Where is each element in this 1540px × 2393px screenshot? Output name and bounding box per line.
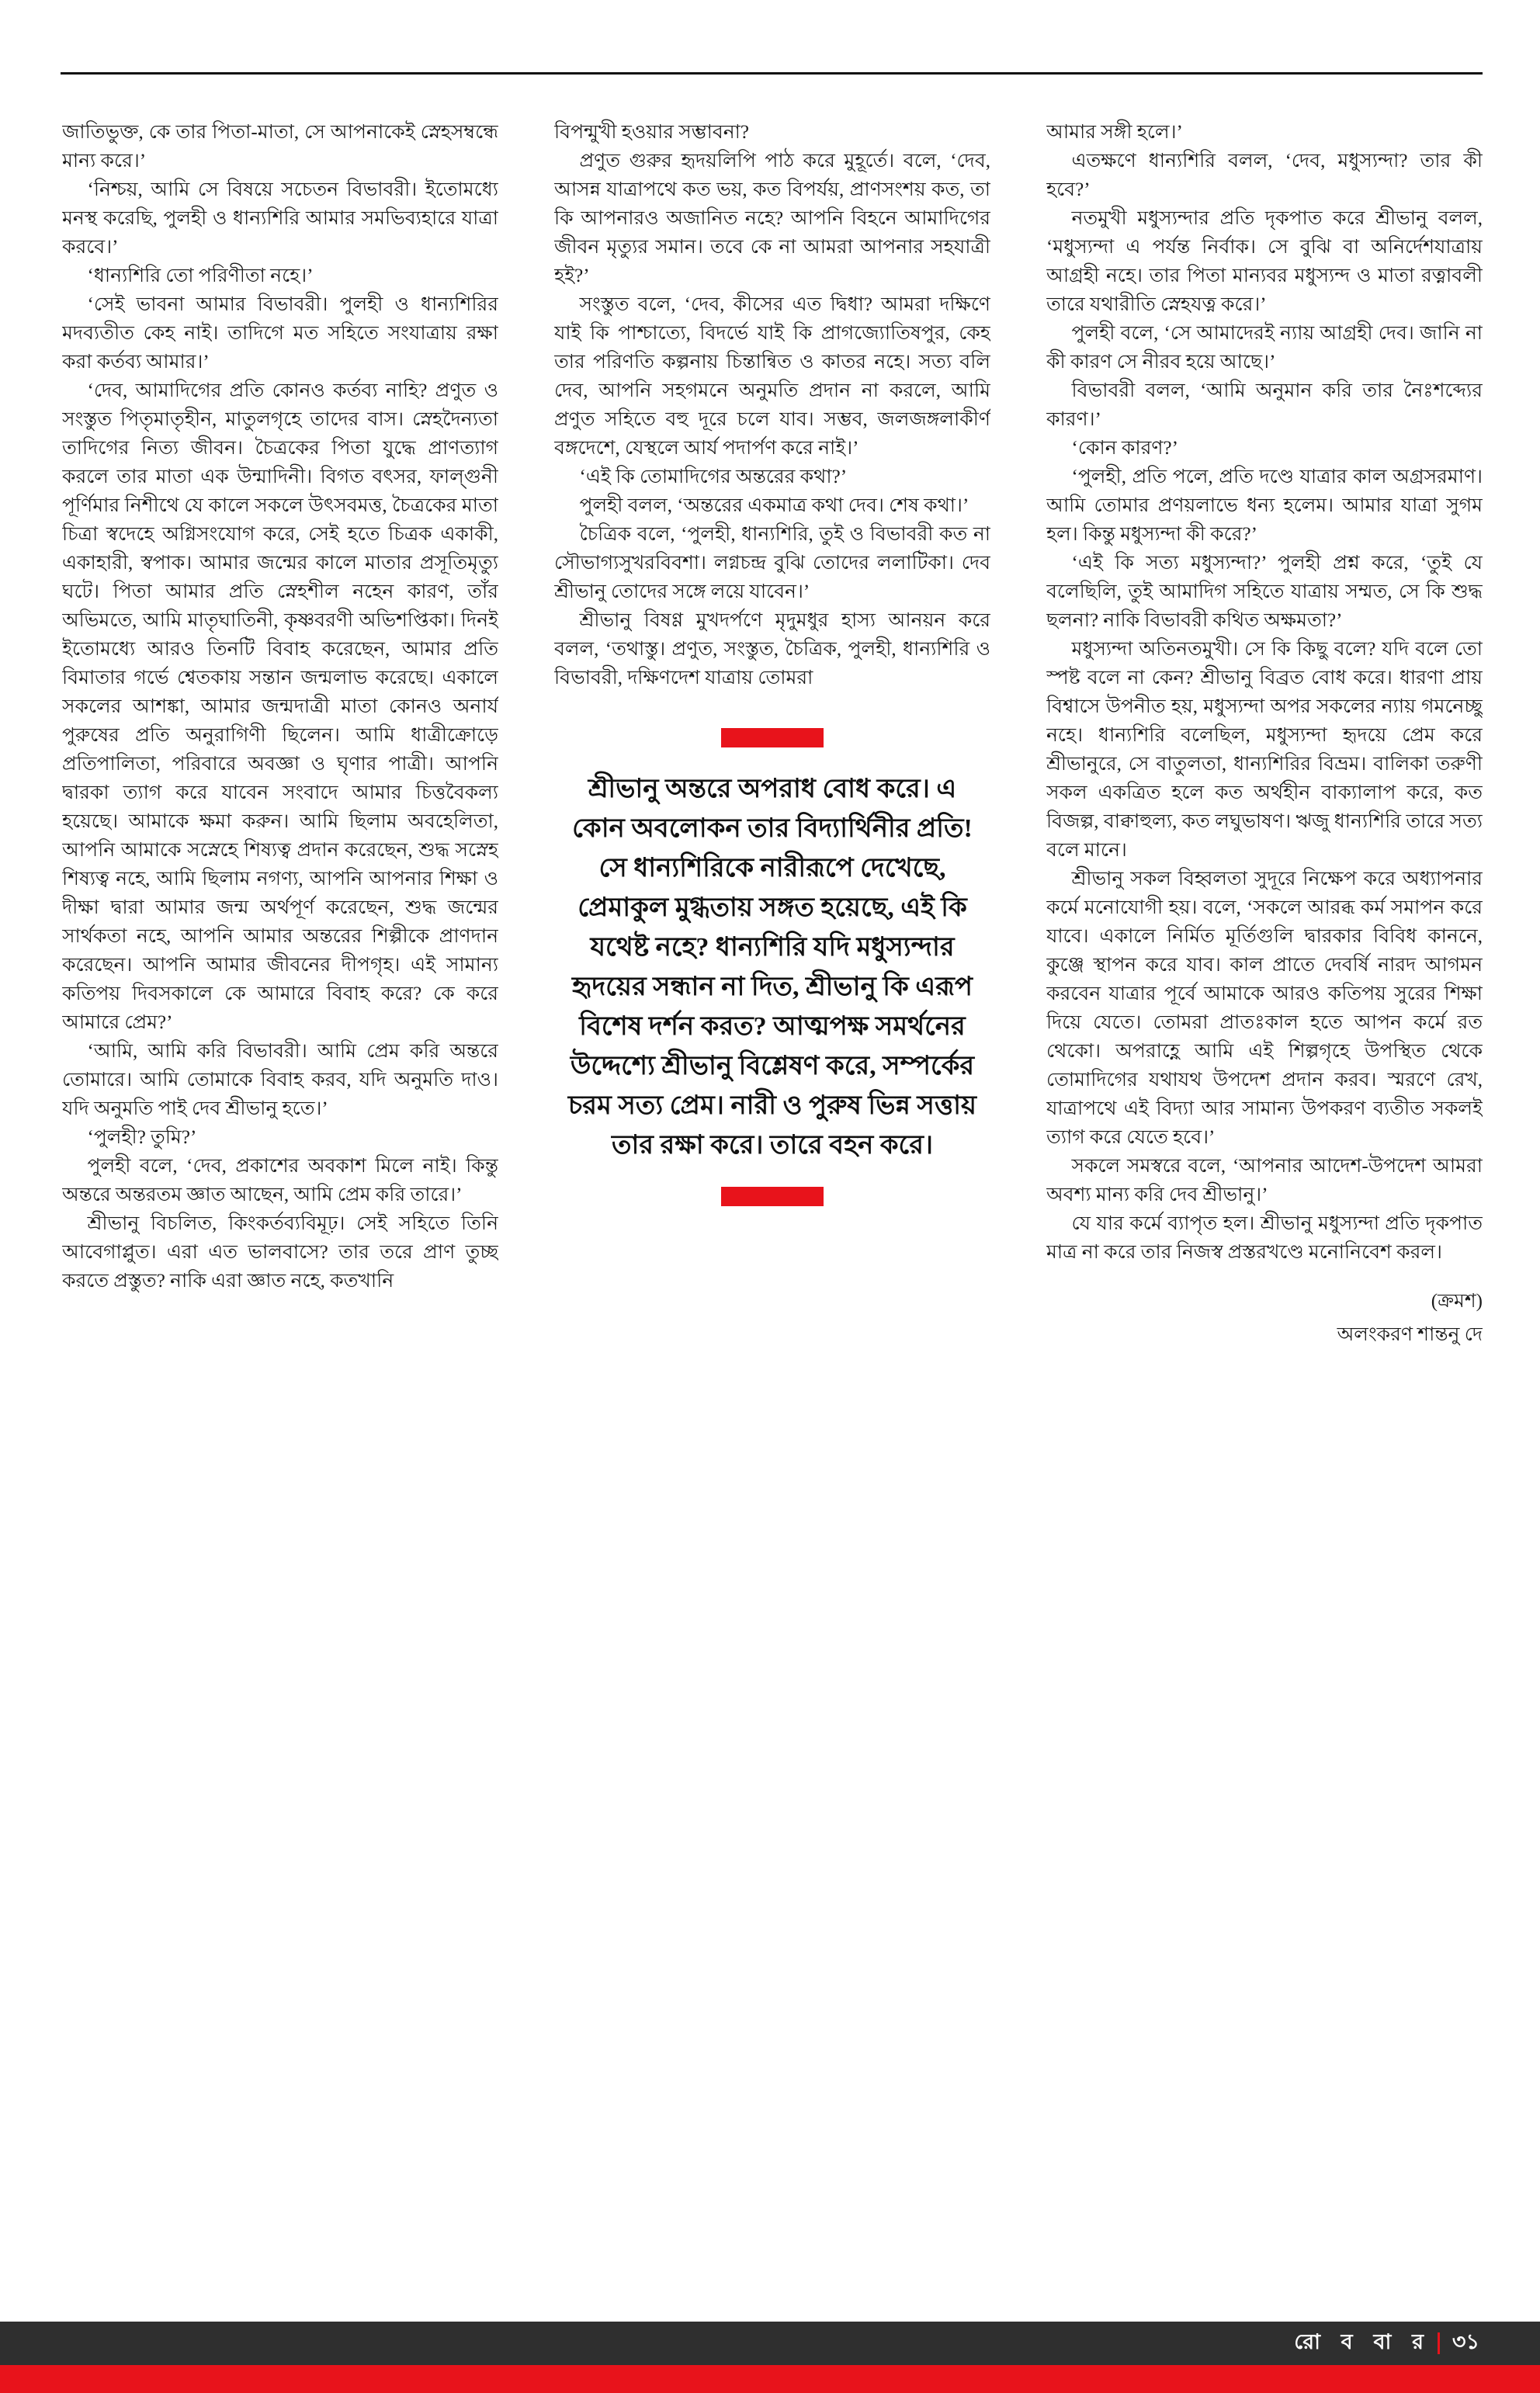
paragraph: সংস্তুত বলে, ‘দেব, কীসের এত দ্বিধা? আমরা দক্ষিণে যাই কি পাশ্চাত্যে, বিদর্ভে যাই কি প্রাগজ্যোতিষপুর, কেহ তার পরিণতি কল্পনায় চিন্তান্বিত ও কাতর নহে। সত্য বলি দেব, আপনি সহগমনে অনুমতি প্রদান না করলে, আমি প্রণুত সহিতে বহু দূরে চলে যাব। সম্ভব, জলজঙ্গলাকীর্ণ বঙ্গদেশে, যেস্থলে আর্য পদার্পণ করে নাই।’ (554, 294, 990, 459)
footer-bar (0, 2322, 1540, 2365)
pull-quote-top-bar (721, 728, 824, 747)
paragraph: নতমুখী মধুস্যন্দার প্রতি দৃকপাত করে শ্রীভানু বলল, ‘মধুস্যন্দা এ পর্যন্ত নির্বাক। সে বুঝি বা অনির্দেশযাত্রায় আগ্রহী নহে। তার পিতা মান্যবর মধুস্যন্দ ও মাতা রত্নাবলী তারে যথারীতি স্নেহযত্ন করে।’ (1046, 208, 1483, 315)
article-body (62, 118, 1483, 2311)
paragraph: আমার সঙ্গী হলে।’ (1046, 122, 1183, 143)
paragraph: পুলহী বলে, ‘সে আমাদেরই ন্যায় আগ্রহী দেব। জানি না কী কারণ সে নীরব হয়ে আছে।’ (1046, 323, 1483, 373)
magazine-masthead: রো ব বা র (1294, 2329, 1431, 2353)
column-middle (554, 118, 990, 2311)
paragraph: ‘আমি, আমি করি বিভাবরী। আমি প্রেম করি অন্তরে তোমারে। আমি তোমাকে বিবাহ করব, যদি অনুমতি দাও। যদি অনুমতি পাই দেব শ্রীভানু হতে।’ (62, 1041, 498, 1119)
pull-quote (554, 728, 990, 1206)
paragraph: ‘এই কি সত্য মধুস্যন্দা?’ পুলহী প্রশ্ন করে, ‘তুই যে বলেছিলি, তুই আমাদিগ সহিতে যাত্রায় সম্মত, সে কি শুদ্ধ ছলনা? নাকি বিভাবরী কথিত অক্ষমতা?’ (1046, 553, 1483, 631)
paragraph: ‘নিশ্চয়, আমি সে বিষয়ে সচেতন বিভাবরী। ইতোমধ্যে মনস্থ করেছি, পুলহী ও ধান্যশিরি আমার সমভিব্যহারে যাত্রা করবে।’ (62, 179, 498, 258)
paragraph: যে যার কর্মে ব্যাপৃত হল। শ্রীভানু মধুস্যন্দা প্রতি দৃকপাত মাত্র না করে তার নিজস্ব প্রস্তরখণ্ডে মনোনিবেশ করল। (1046, 1213, 1483, 1263)
paragraph: মধুস্যন্দা অতিনতমুখী। সে কি কিছু বলে? যদি বলে তো স্পষ্ট বলে না কেন? শ্রীভানু বিব্রত বোধ করে। ধারণা প্রায় বিশ্বাসে উপনীত হয়, মধুস্যন্দা অপর সকলের ন্যায় গমনেচ্ছু নহে। ধান্যশিরি বলেছিল, মধুস্যন্দা হৃদয়ে প্রেম করে শ্রীভানুরে, সে বাতুলতা, ধান্যশিরির বিভ্রম। বালিকা তরুণী সকল একত্রিত হলে কত অর্থহীন বাক্যালাপ করে, কত বিজল্প, বাক্বাহুল্য, কত লঘুভাষণ। ঋজু ধান্যশিরি তারে সত্য বলে মানে। (1046, 639, 1483, 861)
footer-red-strip (0, 2365, 1540, 2393)
column-left-text (62, 118, 498, 1295)
pull-quote-text: শ্রীভানু অন্তরে অপরাধ বোধ করে। এ কোন অবলোকন তার বিদ্যার্থিনীর প্রতি! সে ধান্যশিরিকে নারীরূপে দেখেছে, প্রেমাকুল মুগ্ধতায় সঙ্গত হয়েছে, এই কি যথেষ্ট নহে? ধান্যশিরি যদি মধুস্যন্দার হৃদয়ের সন্ধান না দিত, শ্রীভানু কি এরূপ বিশেষ দর্শন করত? আত্মপক্ষ সমর্থনের উদ্দেশ্যে শ্রীভানু বিশ্লেষণ করে, সম্পর্কের চরম সত্য প্রেম। নারী ও পুরুষ ভিন্ন সত্তায় তার রক্ষা করে। তারে বহন করে। (567, 775, 977, 1160)
paragraph: জাতিভুক্ত, কে তার পিতা-মাতা, সে আপনাকেই স্নেহসম্বন্ধে মান্য করে।’ (62, 122, 498, 172)
paragraph: বিভাবরী বলল, ‘আমি অনুমান করি তার নৈঃশব্দ্যের কারণ।’ (1046, 380, 1483, 430)
footer-divider (1438, 2332, 1440, 2354)
paragraph: ‘কোন কারণ?’ (1071, 438, 1178, 459)
column-left (62, 118, 498, 2311)
serial-continuation-label: (ক্রমশ) (1431, 1291, 1483, 1312)
page-footer (0, 2322, 1540, 2393)
paragraph: এতক্ষণে ধান্যশিরি বলল, ‘দেব, মধুস্যন্দা? তার কী হবে?’ (1046, 151, 1483, 200)
page-number: ৩১ (1452, 2329, 1479, 2353)
paragraph: ‘পুলহী, প্রতি পলে, প্রতি দণ্ডে যাত্রার কাল অগ্রসরমাণ। আমি তোমার প্রণয়লাভে ধন্য হলেম। আমার যাত্রা সুগম হল। কিন্তু মধুস্যন্দা কী করে?’ (1046, 466, 1483, 545)
paragraph: পুলহী বলল, ‘অন্তরের একমাত্র কথা দেব। শেষ কথা।’ (579, 495, 969, 516)
paragraph: পুলহী বলে, ‘দেব, প্রকাশের অবকাশ মিলে নাই। কিন্তু অন্তরে অন্তরতম জ্ঞাত আছেন, আমি প্রেম করি তারে।’ (62, 1156, 498, 1205)
paragraph: প্রণুত গুরুর হৃদয়লিপি পাঠ করে মুহূর্তে। বলে, ‘দেব, আসন্ন যাত্রাপথে কত ভয়, কত বিপর্যয়, প্রাণসংশয় কত, তা কি আপনারও অজানিত নহে? আপনি বিহনে আমাদিগের জীবন মৃত্যুর সমান। তবে কে না আমরা আপনার সহযাত্রী হই?’ (554, 151, 990, 286)
paragraph: শ্রীভানু সকল বিহ্বলতা সুদূরে নিক্ষেপ করে অধ্যাপনার কর্মে মনোযোগী হয়। বলে, ‘সকলে আরব্ধ কর্ম সমাপন করে যাবে। একালে নির্মিত মূর্তিগুলি দ্বারকার বিবিধ কাননে, কুঞ্জে স্থাপন করে যাব। কাল প্রাতে দেবর্ষি নারদ আগমন করবেন যাত্রার পূর্বে আমাকে আরও কতিপয় সুরের শিক্ষা দিয়ে যেতে। তোমরা প্রাতঃকাল হতে আপন কর্মে রত থেকো। অপরাহ্ণে আমি এই শিল্পগৃহে উপস্থিত থেকে তোমাদিগের যথাযথ উপদেশ প্রদান করব। স্মরণে রেখ, যাত্রাপথে এই বিদ্যা আর সামান্য উপকরণ ব্যতীত সকলই ত্যাগ করে যেতে হবে।’ (1046, 869, 1483, 1148)
paragraph: ‘দেব, আমাদিগের প্রতি কোনও কর্তব্য নাহি? প্রণুত ও সংস্তুত পিতৃমাতৃহীন, মাতুলগৃহে তাদের বাস। স্নেহদৈন্যতা তাদিগের নিত্য জীবন। চৈত্রকের পিতা যুদ্ধে প্রাণত্যাগ করলে তার মাতা এক উন্মাদিনী। বিগত বৎসর, ফাল্গুনী পূর্ণিমার নিশীথে যে কালে সকলে উৎসবমত্ত, চৈত্রকের মাতা চিত্রা স্বদেহে অগ্নিসংযোগ করে, সেই হতে চিত্রক একাকী, একাহারী, স্বপাক। আমার জন্মের কালে মাতার প্রসূতিমৃত্যু ঘটে। পিতা আমার প্রতি স্নেহশীল নহেন কারণ, তাঁর অভিমতে, আমি মাতৃঘাতিনী, কৃষ্ণবরণী অভিশপ্তিকা। দিনই ইতোমধ্যে আরও তিনটি বিবাহ করেছেন, আমার প্রতি বিমাতার গর্ভে শ্বেতকায় সন্তান জন্মলাভ করেছে। একালে সকলের আশঙ্কা, আমার জন্মদাত্রী মাতা কোনও অনার্য পুরুষের প্রতি অনুরাগিণী ছিলেন। আমি ধাত্রীক্রোড়ে প্রতিপালিতা, পরিবারে অবজ্ঞা ও ঘৃণার পাত্রী। আপনি দ্বারকা ত্যাগ করে যাবেন সংবাদে আমার চিত্তবৈকল্য হয়েছে। আমাকে ক্ষমা করুন। আমি ছিলাম অবহেলিতা, আপনি আমাকে সস্নেহে শিষ্যত্ব প্রদান করেছেন, শুদ্ধ সস্নেহ শিষ্যত্ব নহে, আমি ছিলাম নগণ্য, আপনি আপনার শিক্ষা ও দীক্ষা দ্বারা আমার জন্ম অর্থপূর্ণ করেছেন, শুদ্ধ জন্মের সার্থকতা নহে, আপনি আমার অন্তরের শিল্পীকে প্রাণদান করেছেন। আপনি আমার জীবনের দীপগৃহ। এই সামান্য কতিপয় দিবসকালে কে আমারে বিবাহ করে? কে করে আমারে প্রেম?’ (62, 380, 498, 1033)
paragraph: ‘পুলহী? তুমি?’ (87, 1127, 197, 1148)
paragraph: শ্রীভানু বিষণ্ণ মুখদর্পণে মৃদুমধুর হাস্য আনয়ন করে বলল, ‘তথাস্তু। প্রণুত, সংস্তুত, চৈত্রিক, পুলহী, ধান্যশিরি ও বিভাবরী, দক্ষিণদেশ যাত্রায় তোমরা (554, 610, 990, 688)
paragraph: চৈত্রিক বলে, ‘পুলহী, ধান্যশিরি, তুই ও বিভাবরী কত না সৌভাগ্যসুখরবিবশা। লগ্নচন্দ্র বুঝি তোদের ললাটিকা। দেব শ্রীভানু তোদের সঙ্গে লয়ে যাবেন।’ (554, 524, 990, 602)
paragraph: ‘সেই ভাবনা আমার বিভাবরী। পুলহী ও ধান্যশিরির মদব্যতীত কেহ নাই। তাদিগে মত সহিতে সংযাত্রায় রক্ষা করা কর্তব্য আমার।’ (62, 294, 498, 373)
paragraph: ‘এই কি তোমাদিগের অন্তরের কথা?’ (579, 466, 848, 487)
paragraph: বিপন্মুখী হওয়ার সম্ভাবনা? (554, 122, 750, 143)
column-right-text (1046, 118, 1483, 1267)
top-rule (61, 72, 1483, 75)
illustration-credit: অলংকরণ শান্তনু দে (1337, 1324, 1483, 1345)
paragraph: সকলে সমস্বরে বলে, ‘আপনার আদেশ-উপদেশ আমরা অবশ্য মান্য করি দেব শ্রীভানু।’ (1046, 1156, 1483, 1205)
paragraph: ‘ধান্যশিরি তো পরিণীতা নহে।’ (87, 265, 314, 286)
column-middle-text (554, 118, 990, 692)
pull-quote-bottom-bar (721, 1187, 824, 1206)
column-right (1046, 118, 1483, 2311)
paragraph: শ্রীভানু বিচলিত, কিংকর্তব্যবিমূঢ়। সেই সহিতে তিনি আবেগাপ্লুত। এরা এত ভালবাসে? তার তরে প্রাণ তুচ্ছ করতে প্রস্তুত? নাকি এরা জ্ঞাত নহে, কতখানি (62, 1213, 498, 1292)
